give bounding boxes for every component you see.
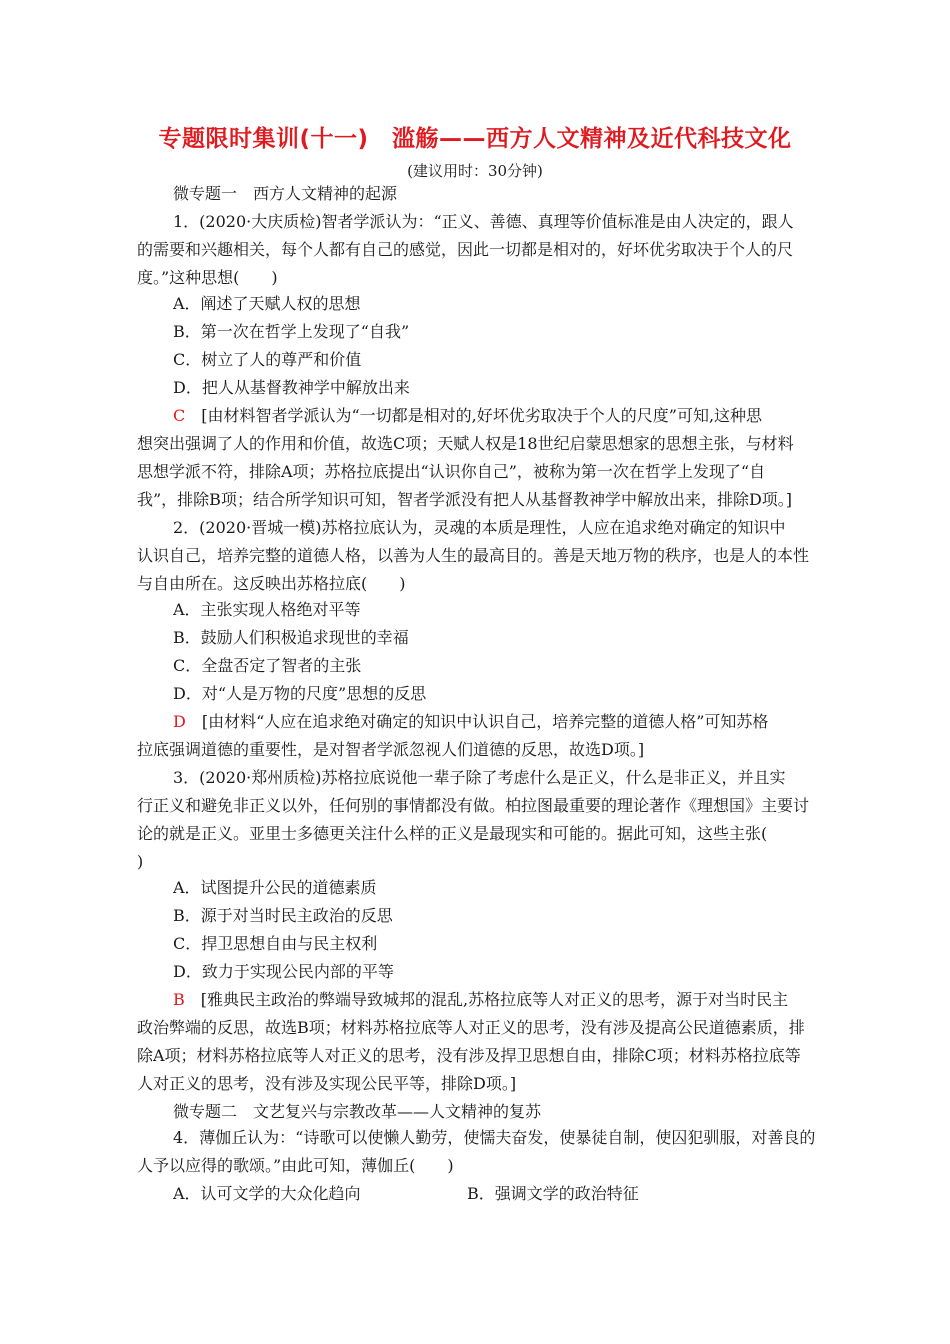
q1-explanation-line-3: 思想学派不符，排除A项；苏格拉底提出“认识你自己”，被称为第一次在哲学上发现了“自	[137, 462, 766, 481]
q1-explanation-line-1: C [由材料智者学派认为“一切都是相对的,好坏优劣取决于个人的尺度”可知,这种思	[173, 406, 763, 425]
q3-explanation-line-4: 人对正义的思考，没有涉及实现公民平等，排除D项。]	[137, 1074, 517, 1093]
q2-explanation-line-1: D [由材料“人应在追求绝对确定的知识中认识自己，培养完整的道德人格”可知苏格	[173, 712, 769, 731]
q1-stem-line-2: 的需要和兴趣相关，每个人都有自己的感觉，因此一切都是相对的，好坏优劣取决于个人的尺	[137, 240, 794, 259]
q1-explanation-line-4: 我”，排除B项；结合所学知识可知，智者学派没有把人从基督教神学中解放出来，排除D项。]	[137, 490, 793, 509]
q3-option-c: C．捍卫思想自由与民主权利	[173, 934, 378, 953]
q3-explanation-line-3: 除A项；材料苏格拉底等人对正义的思考，没有涉及捍卫思想自由，排除C项；材料苏格拉底等	[137, 1046, 801, 1065]
q3-stem-line-1: 3．(2020·郑州质检)苏格拉底说他一辈子除了考虑什么是正义，什么是非正义，并且实	[173, 768, 786, 787]
q2-stem-line-2: 认识自己，培养完整的道德人格，以善为人生的最高目的。善是天地万物的秩序，也是人的本性	[137, 546, 810, 565]
q2-stem-line-3: 与自由所在。这反映出苏格拉底( )	[137, 574, 406, 593]
section-heading-2: 微专题二 文艺复兴与宗教改革——人文精神的复苏	[173, 1102, 542, 1121]
q4-stem-line-2: 人予以应得的歌颂。”由此可知，薄伽丘( )	[137, 1156, 454, 1175]
q1-explanation-line-2: 想突出强调了人的作用和价值，故选C项；天赋人权是18世纪启蒙思想家的思想主张，与材料	[137, 434, 794, 453]
q3-stem-line-3: 论的就是正义。亚里士多德更关注什么样的正义是最现实和可能的。据此可知，这些主张(	[137, 824, 768, 843]
suggested-time: (建议用时：30分钟)	[407, 162, 543, 180]
q3-stem-line-2: 行正义和避免非正义以外，任何别的事情都没有做。柏拉图最重要的理论著作《理想国》主要讨	[137, 796, 810, 815]
q3-option-d: D．致力于实现公民内部的平等	[173, 962, 394, 981]
q2-option-a: A．主张实现人格绝对平等	[173, 600, 361, 619]
q2-stem-line-1: 2．(2020·晋城一模)苏格拉底认为，灵魂的本质是理性，人应在追求绝对确定的知识中	[173, 518, 786, 537]
q1-stem-line-1: 1．(2020·大庆质检)智者学派认为：“正义、善德、真理等价值标准是由人决定的，跟人	[173, 212, 794, 231]
page-title: 专题限时集训(十一) 滥觞——西方人文精神及近代科技文化	[158, 126, 792, 152]
q2-explanation-line-2: 拉底强调道德的重要性，是对智者学派忽视人们道德的反思，故选D项。]	[137, 740, 645, 759]
q1-option-a: A．阐述了天赋人权的思想	[173, 294, 361, 313]
q3-explanation-line-1: B [雅典民主政治的弊端导致城邦的混乱,苏格拉底等人对正义的思考，源于对当时民主	[173, 990, 789, 1009]
q4-option-a: A．认可文学的大众化趋向	[173, 1184, 361, 1203]
q1-option-c: C．树立了人的尊严和价值	[173, 350, 362, 369]
q4-option-b: B．强调文学的政治特征	[467, 1184, 639, 1203]
q3-stem-line-4: )	[137, 852, 144, 871]
q1-option-d: D．把人从基督教神学中解放出来	[173, 378, 410, 397]
q4-stem-line-1: 4．薄伽丘认为：“诗歌可以使懒人勤劳，使懦夫奋发，使暴徒自制，使囚犯驯服，对善良的	[173, 1128, 816, 1147]
q2-answer: D	[173, 712, 186, 731]
section-heading-1: 微专题一 西方人文精神的起源	[173, 184, 398, 203]
q3-option-a: A．试图提升公民的道德素质	[173, 878, 377, 897]
q2-option-c: C．全盘否定了智者的主张	[173, 656, 362, 675]
q1-stem-line-3: 度。”这种思想( )	[137, 268, 278, 287]
q2-option-d: D．对“人是万物的尺度”思想的反思	[173, 684, 427, 703]
q2-option-b: B．鼓励人们积极追求现世的幸福	[173, 628, 409, 647]
q1-answer: C	[173, 406, 186, 425]
q1-option-b: B．第一次在哲学上发现了“自我”	[173, 322, 410, 341]
q3-answer: B	[173, 990, 185, 1009]
q3-option-b: B．源于对当时民主政治的反思	[173, 906, 393, 925]
q3-explanation-line-2: 政治弊端的反思，故选B项；材料苏格拉底等人对正义的思考，没有涉及提高公民道德素质，排	[137, 1018, 805, 1037]
